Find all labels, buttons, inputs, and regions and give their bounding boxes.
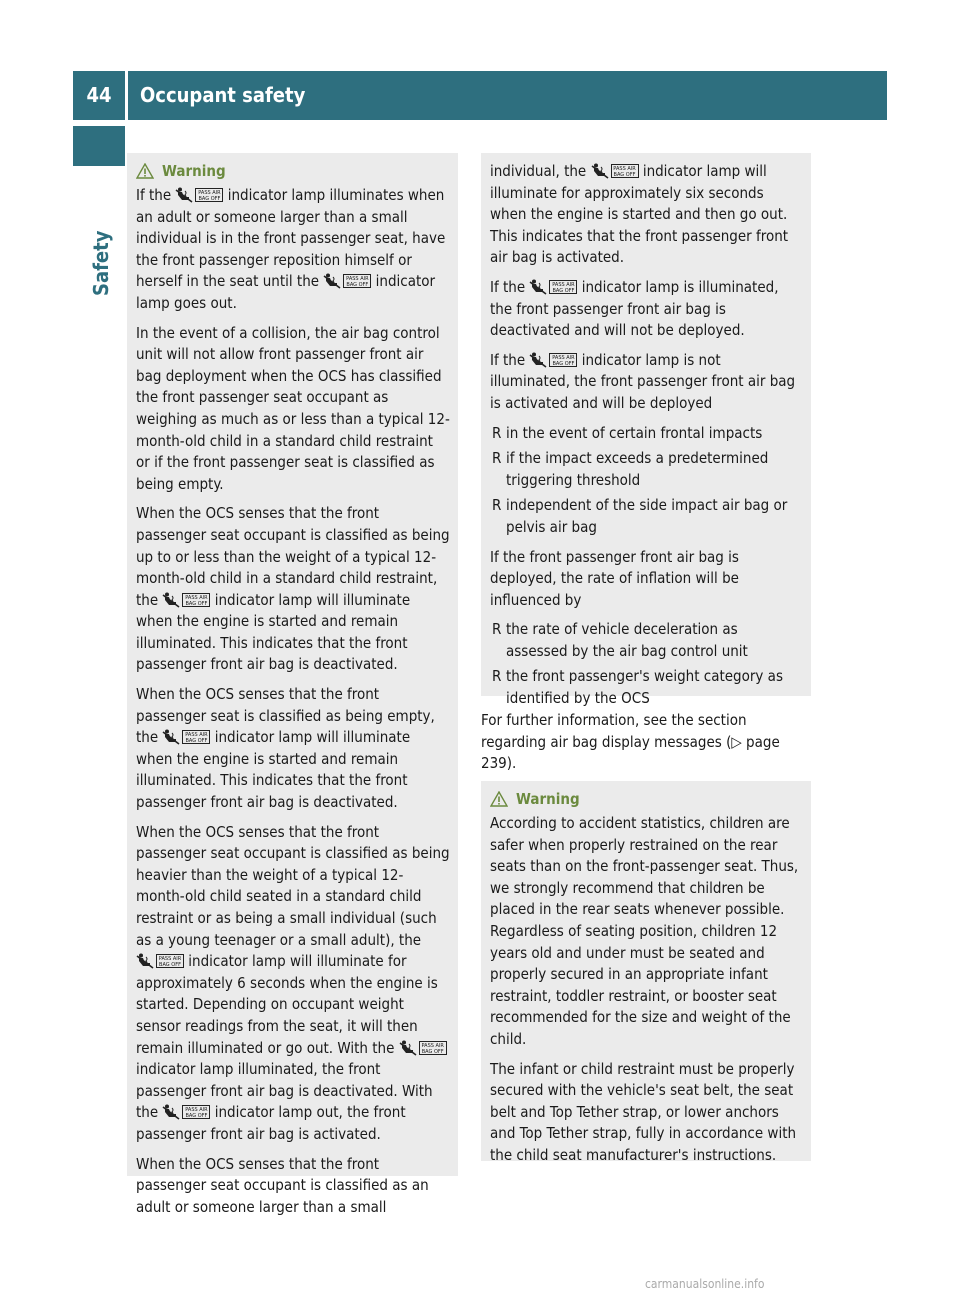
airbag-off-label: PASS AIR BAG OFF (419, 1041, 447, 1055)
passenger-seat-icon (175, 187, 193, 203)
airbag-off-label: PASS AIR BAG OFF (156, 954, 184, 968)
passenger-seat-icon (399, 1040, 417, 1056)
side-tab-block (73, 126, 125, 166)
airbag-indicator-icon (323, 273, 371, 289)
paragraph: When the OCS senses that the front passenger seat occupant is classified as being heavier than the weight of a typical 12-month-old child seated in a standard child restraint or as being a small individual (such as a young teenager or a small adult), the PASS AIR BAG OFF indicator lamp will illuminate for approximately 6 seconds when the engine is started. Depending on occupant weight sensor readings from the seat, it will then remain illuminated or go out. With the PASS AIR BAG OFF indicator lamp illuminated, the front passenger front air bag is deactivated. With the PASS AIR BAG OFF indicator lamp out, the front passenger front air bag is activated. (136, 822, 450, 1143)
passenger-seat-icon (323, 273, 341, 289)
airbag-off-label: PASS AIR BAG OFF (611, 164, 639, 178)
airbag-indicator-icon (529, 279, 577, 295)
bullet-list (490, 423, 803, 539)
right-warning-box (481, 781, 811, 1164)
airbag-indicator-icon (399, 1040, 447, 1056)
paragraph: In the event of a collision, the air bag control unit will not allow front passenger front air bag deployment when the OCS has classified the front passenger seat occupant as weighing as much as or less than a typical 12-month-old child in a standard child restraint or if the front passenger seat is classified as being empty. (136, 323, 450, 493)
paragraph: individual, the PASS AIR BAG OFF indicator lamp will illuminate for approximately six seconds when the engine is started and then go out. This indicates that the front passenger front air bag is activated. (490, 162, 789, 267)
passenger-seat-icon (162, 729, 180, 745)
passenger-seat-icon (529, 352, 547, 368)
list-item: R if the impact exceeds a predetermined triggering threshold (492, 449, 769, 489)
airbag-indicator-icon (591, 163, 639, 179)
list-item: R the front passenger's weight category as identified by the OCS (492, 667, 783, 708)
passenger-seat-icon (162, 1104, 180, 1120)
airbag-indicator-icon (529, 352, 577, 368)
airbag-indicator-icon (162, 729, 210, 745)
airbag-indicator-icon (162, 592, 210, 608)
paragraph: When the OCS senses that the front passenger seat is classified as being empty, the PASS AIR BAG OFF indicator lamp will illuminate when the engine is started and remain illuminated. This indicates that the front passenger front air bag is deactivated. (136, 685, 435, 812)
paragraph: If the PASS AIR BAG OFF indicator lamp is illuminated, the front passenger front air bag is deactivated and will not be deployed. (490, 277, 779, 340)
side-section-label: Safety (89, 230, 113, 296)
paragraph: When the OCS senses that the front passenger seat occupant is classified as being up to or less than the weight of a typical 12-month-old child in a standard child restraint, the PASS AIR BAG OFF indicator lamp will illuminate when the engine is started and remain illuminated. This indicates that the front passenger front air bag is deactivated. (136, 504, 450, 674)
right-continuation-box (481, 153, 811, 708)
airbag-indicator-icon (136, 953, 184, 969)
airbag-off-label: PASS AIR BAG OFF (182, 730, 210, 744)
airbag-off-label: PASS AIR BAG OFF (182, 1105, 210, 1119)
airbag-indicator-icon (162, 1104, 210, 1120)
page-reference-link[interactable]: (▷ page 239). (481, 732, 780, 773)
further-info-text: For further information, see the section regarding air bag display messages (481, 711, 747, 751)
paragraph: If the PASS AIR BAG OFF indicator lamp is not illuminated, the front passenger front air bag is activated and will be deployed (490, 350, 796, 412)
warning-title: Warning (162, 162, 226, 180)
bullet-list (490, 619, 803, 709)
paragraph: If the PASS AIR BAG OFF indicator lamp illuminates when an adult or someone larger than a small individual is in the front passenger seat, have the front passenger reposition himself or herself in the seat until the PASS AIR BAG OFF indicator lamp goes out. (136, 186, 446, 312)
list-item: R independent of the side impact air bag or pelvis air bag (492, 496, 788, 536)
page-title: Occupant safety (140, 83, 306, 107)
paragraph: According to accident statistics, children are safer when properly restrained on the rear seats than on the front-passenger seat. Thus, we strongly recommend that children be placed in the rear seats whenever possible. Regardless of seating position, children 12 years old and under must be seated and properly secured in an appropriate infant restraint, toddler restraint, or booster seat recommended for the size and weight of the child. (490, 814, 799, 1048)
passenger-seat-icon (529, 279, 547, 295)
warning-header (136, 161, 450, 181)
passenger-seat-icon (591, 163, 609, 179)
airbag-indicator-icon (175, 187, 223, 203)
warning-header (490, 789, 803, 809)
watermark: carmanualsonline.info (645, 1277, 765, 1291)
airbag-off-label: PASS AIR BAG OFF (343, 274, 371, 288)
paragraph: The infant or child restraint must be properly secured with the vehicle's seat belt, the seat belt and Top Tether strap, or lower anchors and Top Tether strap, fully in accordance with the child seat manufacturer's instructions. (490, 1059, 797, 1164)
airbag-off-label: PASS AIR BAG OFF (195, 188, 223, 202)
passenger-seat-icon (136, 953, 154, 969)
airbag-off-label: PASS AIR BAG OFF (549, 353, 577, 367)
passenger-seat-icon (162, 592, 180, 608)
warning-icon (490, 791, 508, 807)
paragraph: When the OCS senses that the front passenger seat occupant is classified as an adult or someone larger than a small (136, 1154, 429, 1216)
header-separator (125, 71, 128, 120)
page-number: 44 (73, 71, 125, 120)
warning-title: Warning (516, 790, 580, 808)
further-info (481, 710, 811, 775)
airbag-off-label: PASS AIR BAG OFF (182, 593, 210, 607)
airbag-off-label: PASS AIR BAG OFF (549, 280, 577, 294)
paragraph: If the front passenger front air bag is deployed, the rate of inflation will be influenced by (490, 547, 739, 609)
left-warning-box (127, 153, 458, 1216)
warning-icon (136, 163, 154, 179)
list-item: R in the event of certain frontal impacts (492, 423, 763, 442)
list-item: R the rate of vehicle deceleration as assessed by the air bag control unit (492, 620, 748, 660)
